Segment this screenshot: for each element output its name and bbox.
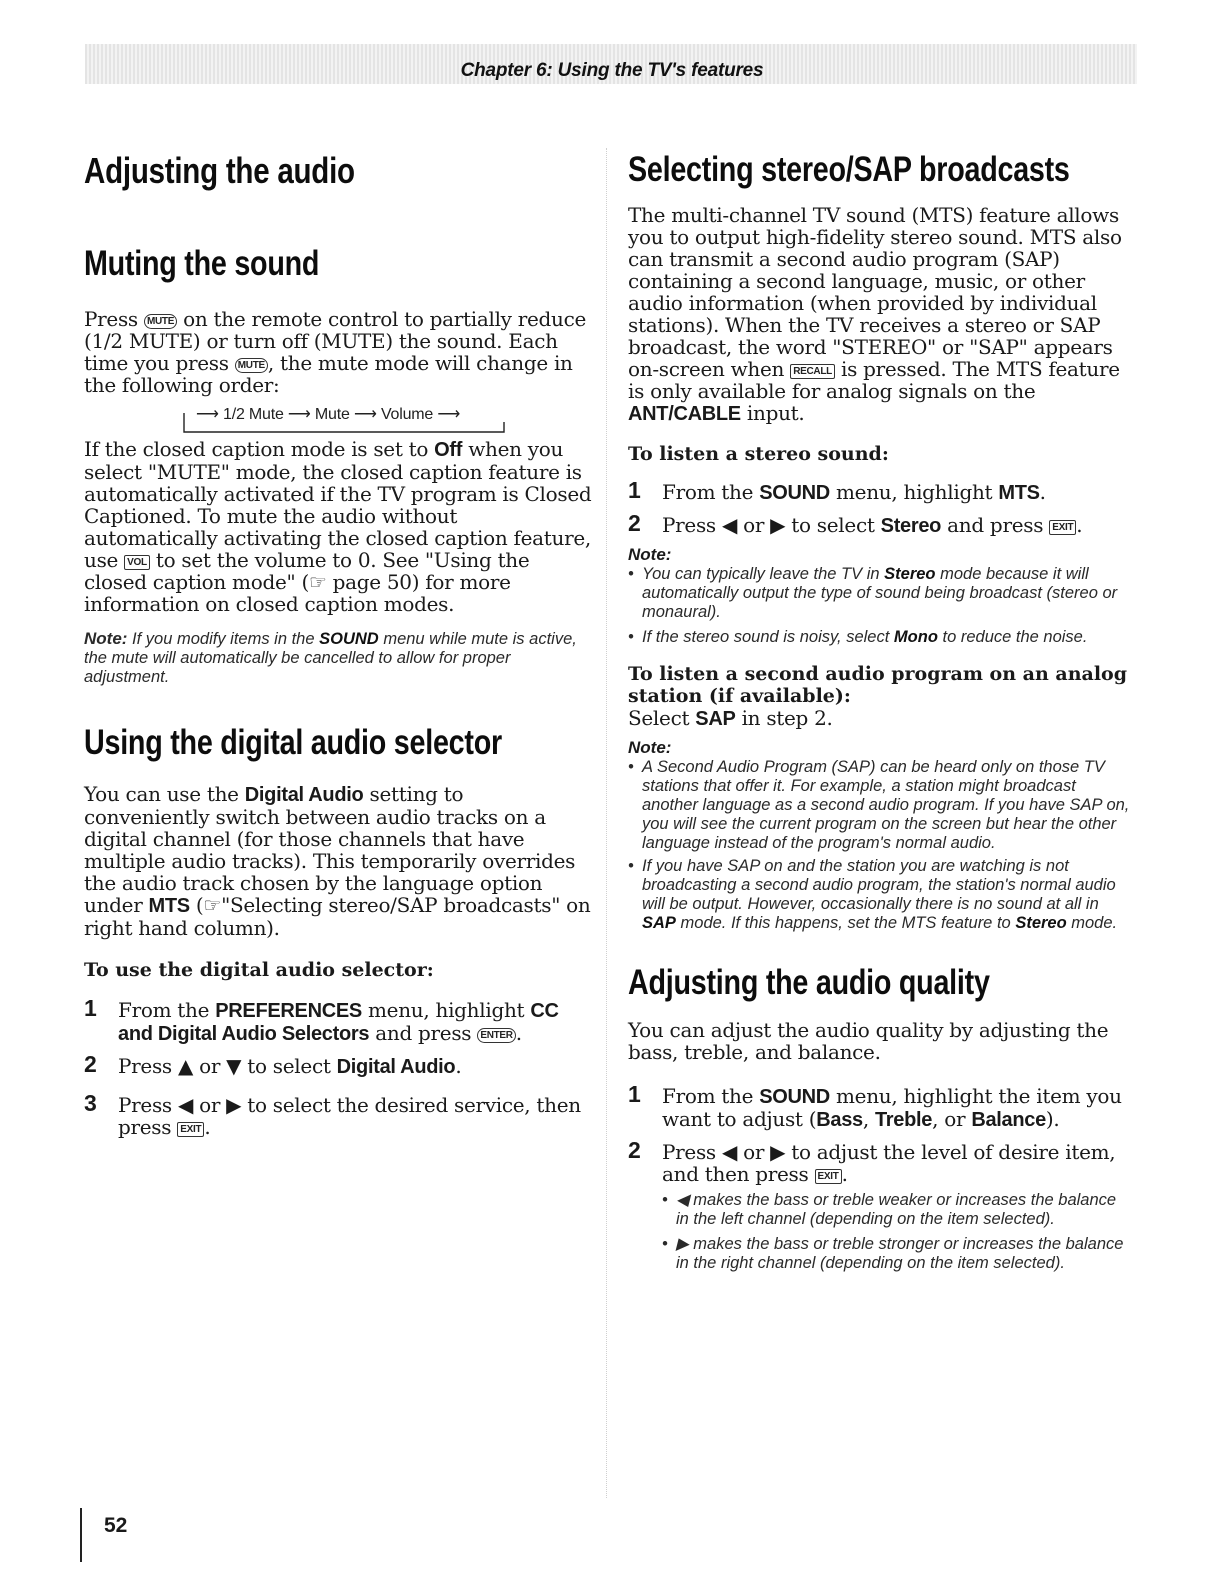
muting-paragraph: Press MUTE on the remote control to partially reduce (1/2 MUTE) or turn off (MUTE) the sound. Each time you press MUTE , the mute mode will change in the following order: — [84, 307, 587, 397]
stereo-note-bullet-1: • You can typically leave the TV in Stereo mode because it will automatically output the type of sound being broadcast (stereo or monaural). — [628, 565, 1118, 621]
page-ref-icon: ☞ — [308, 570, 327, 594]
quality-sub-bullet-right: • ▶ makes the bass or treble stronger or increases the balance in the right channel (depending on the item selected). — [662, 1235, 1124, 1272]
heading-audio-quality: Adjusting the audio quality — [628, 963, 990, 1002]
digital-step-2: 2 Press ▲ or ▼ to select Digital Audio. — [84, 1051, 462, 1078]
section-title-adjusting-audio: Adjusting the audio — [84, 150, 355, 191]
quality-step-2: 2 Press ◀ or ▶ to adjust the level of desire item, and then press EXIT . — [628, 1137, 1116, 1186]
heading-stereo-sap: Selecting stereo/SAP broadcasts — [628, 150, 1070, 189]
heading-digital-audio-selector: Using the digital audio selector — [84, 723, 502, 762]
closed-caption-paragraph: If the closed caption mode is set to Off when you select "MUTE" mode, the closed caption feature is automatically activated if the TV program is Closed Captioned. To mute the audio without automatically activating the closed caption feature, use VOL to set the volume to 0. See "Using the closed caption mode" (☞ page 50) for more information on closed caption modes. — [84, 437, 592, 616]
page-number: 52 — [104, 1514, 128, 1537]
stereo-step-2: 2 Press ◀ or ▶ to select Stereo and press EXIT . — [628, 510, 1083, 537]
quality-sub-bullet-left: • ◀ makes the bass or treble weaker or increases the balance in the left channel (depending on the item selected). — [662, 1191, 1117, 1228]
quality-step-1: 1 From the SOUND menu, highlight the item you want to adjust (Bass, Treble, or Balance). — [628, 1081, 1122, 1131]
cycle-item-half-mute: 1/2 Mute — [223, 406, 284, 423]
sap-instruction: Select SAP in step 2. — [628, 706, 833, 730]
left-column — [84, 150, 592, 1138]
heading-muting: Muting the sound — [84, 244, 320, 283]
enter-key-icon: ENTER — [477, 1028, 515, 1043]
chapter-title: Chapter 6: Using the TV's features — [460, 60, 764, 81]
exit-key-icon: EXIT — [815, 1169, 842, 1184]
stereo-note-label: Note: — [628, 545, 672, 564]
sap-note-bullet-2: • If you have SAP on and the station you are watching is not broadcasting a second audio program, the station's normal audio will be output. However, occasionally there is no sound at all in SAP mode. If this happens, set the MTS feature to Stereo mode. — [628, 857, 1118, 932]
digital-audio-subhead: To use the digital audio selector: — [84, 959, 434, 981]
muting-note: Note: If you modify items in the SOUND menu while mute is active, the mute will automatically be cancelled to allow for proper adjustment. — [84, 629, 577, 686]
exit-key-icon: EXIT — [1049, 520, 1076, 535]
column-divider — [606, 148, 607, 1498]
sap-note-bullet-1: • A Second Audio Program (SAP) can be heard only on those TV stations that offer it. For example, a station might broadcast another language as a second audio program. If you have SAP on, you will see the current program on the screen but hear the other language instead of the program's normal audio. — [628, 758, 1130, 852]
page-ref-icon: (☞ — [195, 893, 222, 917]
cycle-item-mute: Mute — [314, 406, 350, 423]
stereo-step-1: 1 From the SOUND menu, highlight MTS. — [628, 477, 1046, 504]
stereo-note-bullet-2: • If the stereo sound is noisy, select Mono to reduce the noise. — [628, 628, 1088, 646]
mute-cycle-diagram: ⟶ 1/2 Mute ⟶ Mute ⟶ Volume ⟶ — [84, 404, 592, 434]
sap-subhead: To listen a second audio program on an analog station (if available): — [628, 663, 1128, 707]
right-column — [628, 150, 1133, 1273]
digital-step-1: 1 From the PREFERENCES menu, highlight CC and Digital Audio Selectors and press ENTER . — [84, 995, 559, 1045]
audio-quality-paragraph: You can adjust the audio quality by adjusting the bass, treble, and balance. — [628, 1018, 1109, 1064]
digital-audio-paragraph: You can use the Digital Audio setting to conveniently switch between audio tracks on a digital channel (for those channels that have multiple audio tracks). This temporarily overrides the audio track chosen by the language option under MTS (☞"Selecting stereo/SAP broadcasts" on right hand column). — [84, 782, 591, 940]
exit-key-icon: EXIT — [177, 1122, 204, 1137]
cycle-item-volume: Volume — [380, 406, 434, 423]
digital-step-3: 3 Press ◀ or ▶ to select the desired service, then press EXIT . — [84, 1090, 581, 1139]
recall-key-icon: RECALL — [790, 364, 835, 379]
page-number-rule — [80, 1508, 82, 1562]
vol-key-icon: VOL — [124, 555, 150, 570]
stereo-paragraph: The multi-channel TV sound (MTS) feature allows you to output high-fidelity stereo sound. MTS also can transmit a second audio program (SAP) containing a second language, music, or other audio information (when provided by individual stations). When the TV receives a stereo or SAP broadcast, the word "STEREO" or "SAP" appears on-screen when RECALL is pressed. The MTS feature is only available for analog signals on the ANT/CABLE input. — [628, 203, 1122, 425]
sap-note-label: Note: — [628, 738, 672, 757]
mute-key-icon: MUTE — [235, 358, 268, 373]
stereo-subhead: To listen a stereo sound: — [628, 443, 889, 465]
mute-key-icon: MUTE — [144, 314, 177, 329]
